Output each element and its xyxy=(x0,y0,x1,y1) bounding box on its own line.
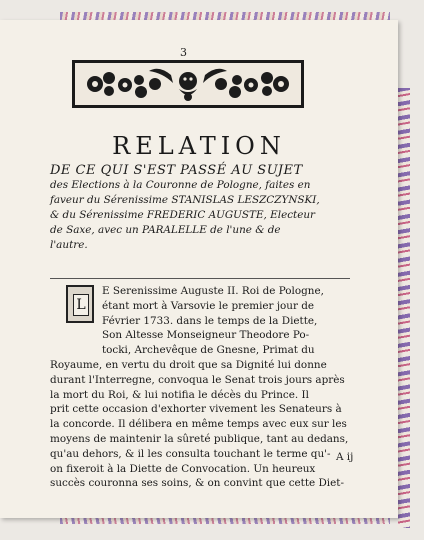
woodcut-headpiece xyxy=(72,60,304,108)
body-line: qu'au dehors, & il les consulta touchant le terme qu'- xyxy=(50,447,331,460)
body-line: E Serenissime Auguste II. Roi de Pologne, xyxy=(102,285,324,297)
page-number: 3 xyxy=(180,46,187,59)
subtitle-line: des Elections à la Couronne de Pologne, faites en xyxy=(50,179,311,191)
body-line: moyens de maintenir la sûreté publique, tant au dedans, xyxy=(50,432,349,445)
subtitle-line: faveur du Sérenissime STANISLAS LESZCZYNSKI, xyxy=(50,194,320,206)
body-line: prit cette occasion d'exhorter vivement les Senateurs à xyxy=(50,403,342,416)
body-line: on fixeroit à la Diette de Convocation. Un heureux xyxy=(50,462,316,475)
body-line: tocki, Archevêque de Gnesne, Primat du xyxy=(102,344,315,357)
subtitle-line: l'autre. xyxy=(50,239,88,251)
body-line: la mort du Roi, & lui notifia le décès du Prince. Il xyxy=(50,388,309,401)
ornament-illustration xyxy=(75,63,301,105)
marbled-cover-edge xyxy=(398,88,410,528)
document-page xyxy=(0,20,398,518)
catchword-signature: A ij xyxy=(336,451,354,463)
body-paragraph xyxy=(50,284,354,491)
body-line: Royaume, en vertu du droit que sa Dignité lui donne xyxy=(50,358,327,371)
body-line: Son Altesse Monseigneur Theodore Po- xyxy=(102,329,310,342)
document-subtitle xyxy=(50,163,350,253)
body-line: étant mort à Varsovie le premier jour de xyxy=(102,299,315,312)
document-title: RELATION xyxy=(112,132,286,160)
body-line: succès couronna ses soins, & on convint que cette Diet- xyxy=(50,477,344,490)
subtitle-line: de Saxe, avec un PARALELLE de l'une & de xyxy=(50,224,281,236)
subtitle-line: & du Sérenissime FREDERIC AUGUSTE, Electeur xyxy=(50,209,316,221)
drop-cap-letter: L xyxy=(73,294,89,316)
body-line: la concorde. Il délibera en même temps avec eux sur les xyxy=(50,418,347,431)
body-line: Février 1733. dans le temps de la Diette, xyxy=(102,314,318,327)
subtitle-line: DE CE QUI S'EST PASSÉ AU SUJET xyxy=(50,163,303,178)
divider xyxy=(50,278,350,279)
body-line: durant l'Interregne, convoqua le Senat trois jours après xyxy=(50,373,345,386)
